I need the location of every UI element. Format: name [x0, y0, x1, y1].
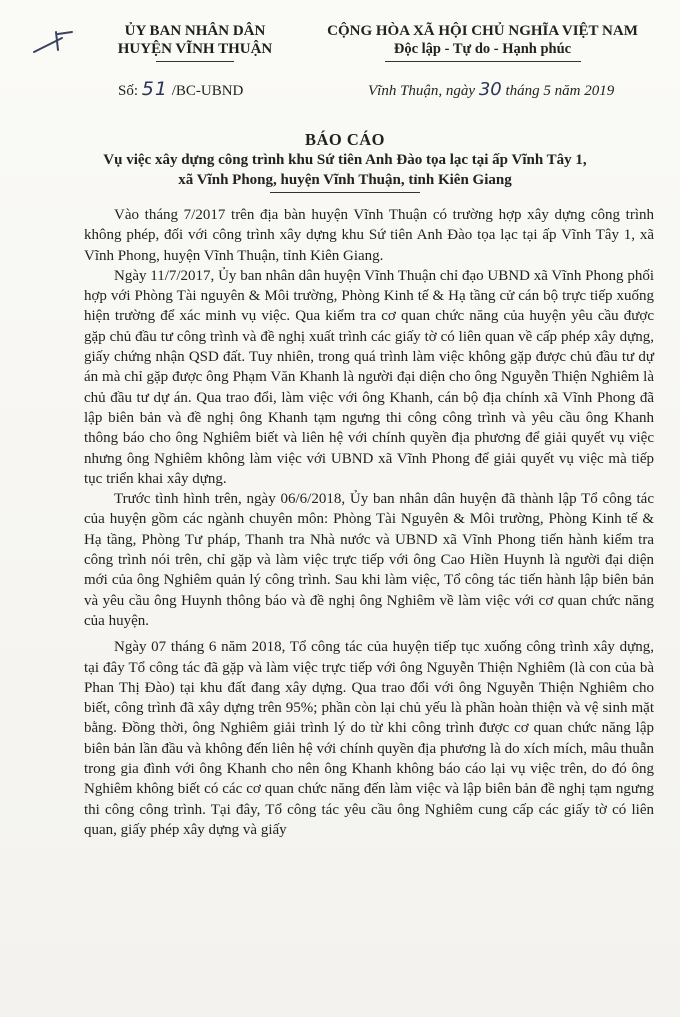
authority-underline — [156, 61, 234, 62]
report-title-block — [40, 130, 650, 193]
national-motto: Độc lập - Tự do - Hạnh phúc — [393, 41, 572, 57]
date-suffix: tháng 5 năm 2019 — [505, 83, 615, 99]
authority-name: ỦY BAN NHÂN DÂN — [124, 23, 266, 39]
national-header — [310, 22, 655, 62]
handwritten-pen-mark — [32, 28, 92, 54]
issuing-authority — [84, 22, 306, 62]
paragraph-2: Ngày 11/7/2017, Ủy ban nhân dân huyện Vĩnh Thuận chỉ đạo UBND xã Vĩnh Phong phối hợp với Phòng Tài nguyên & Môi trường, Phòng Kinh tế & Hạ tầng cử cán bộ trực tiếp xuống hiện trường để xác minh vụ việc. Qua kiểm tra cơ quan chức năng của huyện yêu cầu được gặp chủ đầu tư công trình và đề nghị xuất trình các giấy tờ có liên quan về cấp phép xây dựng, giấy chứng nhận QSD đất. Tuy nhiên, trong quá trình làm việc không gặp được chủ đầu tư dự án mà chỉ gặp được ông Phạm Văn Khanh là người đại diện cho ông Nguyễn Thiện Nghiêm là chủ đầu tư dự án. Qua trao đổi, làm việc với ông Khanh, cán bộ địa chính xã Vĩnh Phong đã lập biên bản và đề nghị ông Khanh tạm ngưng thi công công trình và yêu cầu ông Khanh thông báo cho ông Nghiêm biết và liên hệ với chính quyền địa phương để giải quyết vụ việc nhưng ông Nghiêm không làm việc với UBND xã Vĩnh Phong để giải quyết vụ việc mà tiếp tục triển khai xây dựng. — [84, 267, 654, 487]
report-subject-line-1: Vụ việc xây dựng công trình khu Sứ tiên Anh Đào tọa lạc tại ấp Vĩnh Tây 1, — [103, 152, 587, 168]
motto-underline — [385, 61, 581, 62]
place-and-date — [368, 79, 614, 100]
report-body — [84, 205, 654, 840]
paragraph-3: Trước tình hình trên, ngày 06/6/2018, Ủy ban nhân dân huyện đã thành lập Tổ công tác của huyện gồm các ngành chuyên môn: Phòng Tài Nguyên & Môi trường, Phòng Kinh tế & Hạ tầng, Phòng Tư pháp, Thanh tra Nhà nước và UBND xã Vĩnh Phong tiến hành kiểm tra công trình nói trên, chỉ gặp và làm việc trực tiếp với ông Cao Hiền Huynh là người đại diện mới của ông Nghiêm quản lý công trình. Sau khi làm việc, Tổ công tác tiến hành lập biên bản và yêu cầu ông Huynh thông báo và đề nghị ông Nghiêm về làm việc với cơ quan chức năng của huyện. — [84, 491, 654, 629]
nation-title: CỘNG HÒA XÃ HỘI CHỦ NGHĨA VIỆT NAM — [327, 23, 638, 39]
paragraph-4: Ngày 07 tháng 6 năm 2018, Tổ công tác của huyện tiếp tục xuống công trình xây dựng, tại đây Tổ công tác đã gặp và làm việc trực tiếp với ông Nguyễn Thiện Nghiêm (là con của bà Phan Thị Đào) tại khu đất đang xây dựng. Qua trao đổi với ông Nguyễn Thiện Nghiêm cho biết, công trình đã xây dựng trên 95%; phần còn lại chủ yếu là phần hoàn thiện và vệ sinh mặt bằng. Đồng thời, ông Nghiêm giải trình lý do từ khi công trình được cơ quan chức năng lập biên bản lần đầu và không đến liên hệ với chính quyền địa phương là do xích mích, mâu thuẫn trong gia đình với ông Khanh cho nên ông Khanh không báo cáo lại vụ việc trên, do đó ông Nghiêm không biết có các cơ quan chức năng đến làm việc và lập biên bản đề nghị tạm ngưng thi công công trình. Tại đây, Tổ công tác yêu cầu ông Nghiêm cung cấp các giấy tờ có liên quan, giấy phép xây dựng và giấy — [84, 639, 654, 838]
number-prefix: Số: — [118, 83, 139, 99]
authority-district: HUYỆN VĨNH THUẬN — [117, 41, 273, 57]
report-title: BÁO CÁO — [304, 130, 386, 149]
handwritten-day: 30 — [478, 79, 502, 100]
paragraph-1: Vào tháng 7/2017 trên địa bàn huyện Vĩnh Thuận có trường hợp xây dựng công trình không phép, đối với công trình xây dựng khu Sứ tiên Anh Đào tọa lạc tại ấp Vĩnh Tây 1, xã Vĩnh Phong, huyện Vĩnh Thuận, tỉnh Kiên Giang. — [84, 207, 654, 264]
date-prefix: Vĩnh Thuận, ngày — [368, 83, 476, 99]
title-underline — [270, 192, 420, 193]
number-suffix: /BC-UBND — [171, 83, 244, 99]
document-number — [118, 78, 243, 100]
report-subject-line-2: xã Vĩnh Phong, huyện Vĩnh Thuận, tỉnh Kiên Giang — [178, 172, 512, 188]
handwritten-number: 51 — [141, 78, 168, 100]
